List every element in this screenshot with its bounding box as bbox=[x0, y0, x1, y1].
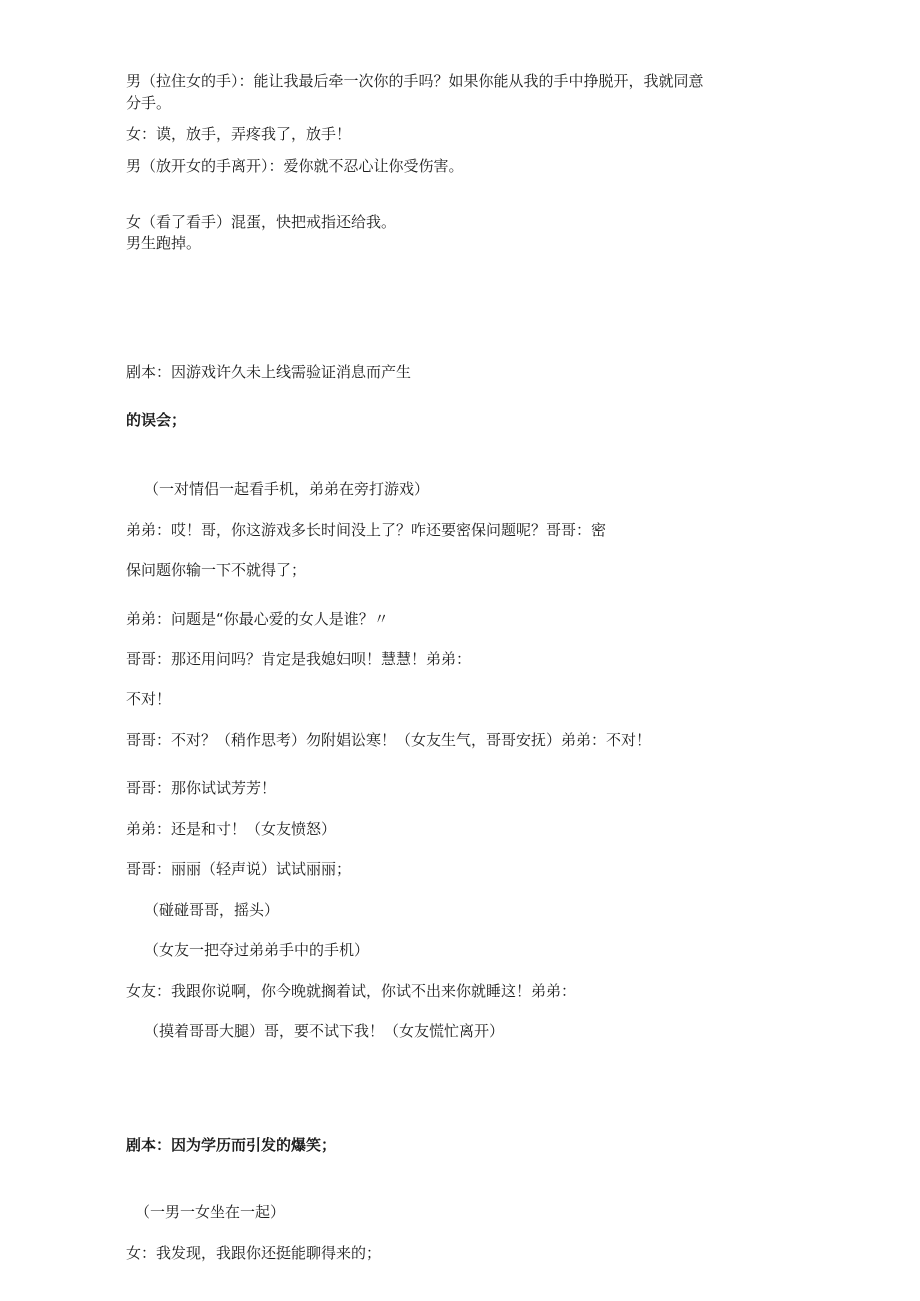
script-line: 女：谟，放手，弄疼我了，放手！ bbox=[126, 125, 352, 143]
script-line: 哥哥：丽丽（轻声说）试试丽丽； bbox=[126, 860, 352, 878]
script-line: 男生跑掉。 bbox=[126, 234, 202, 252]
script-line: 女友：我跟你说啊，你今晚就搁着试，你试不出来你就睡这！弟弟： bbox=[126, 982, 577, 1000]
section-title: 剧本：因游戏许久未上线需验证消息而产生 bbox=[126, 363, 412, 381]
section-title: 剧本：因为学历而引发的爆笑； bbox=[126, 1136, 337, 1154]
stage-direction: （碰碰哥哥，摇头） bbox=[144, 901, 280, 919]
script-line: 分手。 bbox=[126, 94, 172, 112]
script-line: 女（看了看手）混蛋，快把戒指还给我。 bbox=[126, 213, 397, 231]
stage-direction: （一男一女坐在一起） bbox=[135, 1203, 286, 1221]
script-line: 男（放开女的手离开）：爱你就不忍心让你受伤害。 bbox=[126, 157, 464, 175]
script-line: 女：我发现，我跟你还挺能聊得来的； bbox=[126, 1244, 382, 1262]
script-line: 不对！ bbox=[126, 690, 172, 708]
script-line: 哥哥：那还用问吗？肯定是我媳妇呗！慧慧！弟弟： bbox=[126, 650, 472, 668]
script-line: 弟弟：问题是“你最心爱的女人是谁？〃 bbox=[126, 610, 389, 628]
script-line: 保问题你输一下不就得了； bbox=[126, 561, 307, 579]
script-line: 哥哥：不对？（稍作思考）勿附娼讼寒！（女友生气，哥哥安抚）弟弟：不对！ bbox=[126, 731, 652, 749]
section-title-continued: 的误会； bbox=[126, 411, 187, 429]
script-line: 哥哥：那你试试芳芳！ bbox=[126, 779, 277, 797]
stage-direction: （一对情侣一起看手机，弟弟在旁打游戏） bbox=[144, 480, 430, 498]
script-line: 男（拉住女的手）：能让我最后牵一次你的手吗？如果你能从我的手中挣脱开，我就同意 bbox=[126, 72, 704, 90]
script-line: 弟弟：哎！哥，你这游戏多长时间没上了？咋还要密保问题呢？哥哥：密 bbox=[126, 521, 607, 539]
stage-direction: （摸着哥哥大腿）哥，要不试下我！（女友慌忙离开） bbox=[144, 1022, 505, 1040]
script-line: 弟弟：还是和寸！（女友愤怒） bbox=[126, 820, 337, 838]
stage-direction: （女友一把夺过弟弟手中的手机） bbox=[144, 941, 370, 959]
